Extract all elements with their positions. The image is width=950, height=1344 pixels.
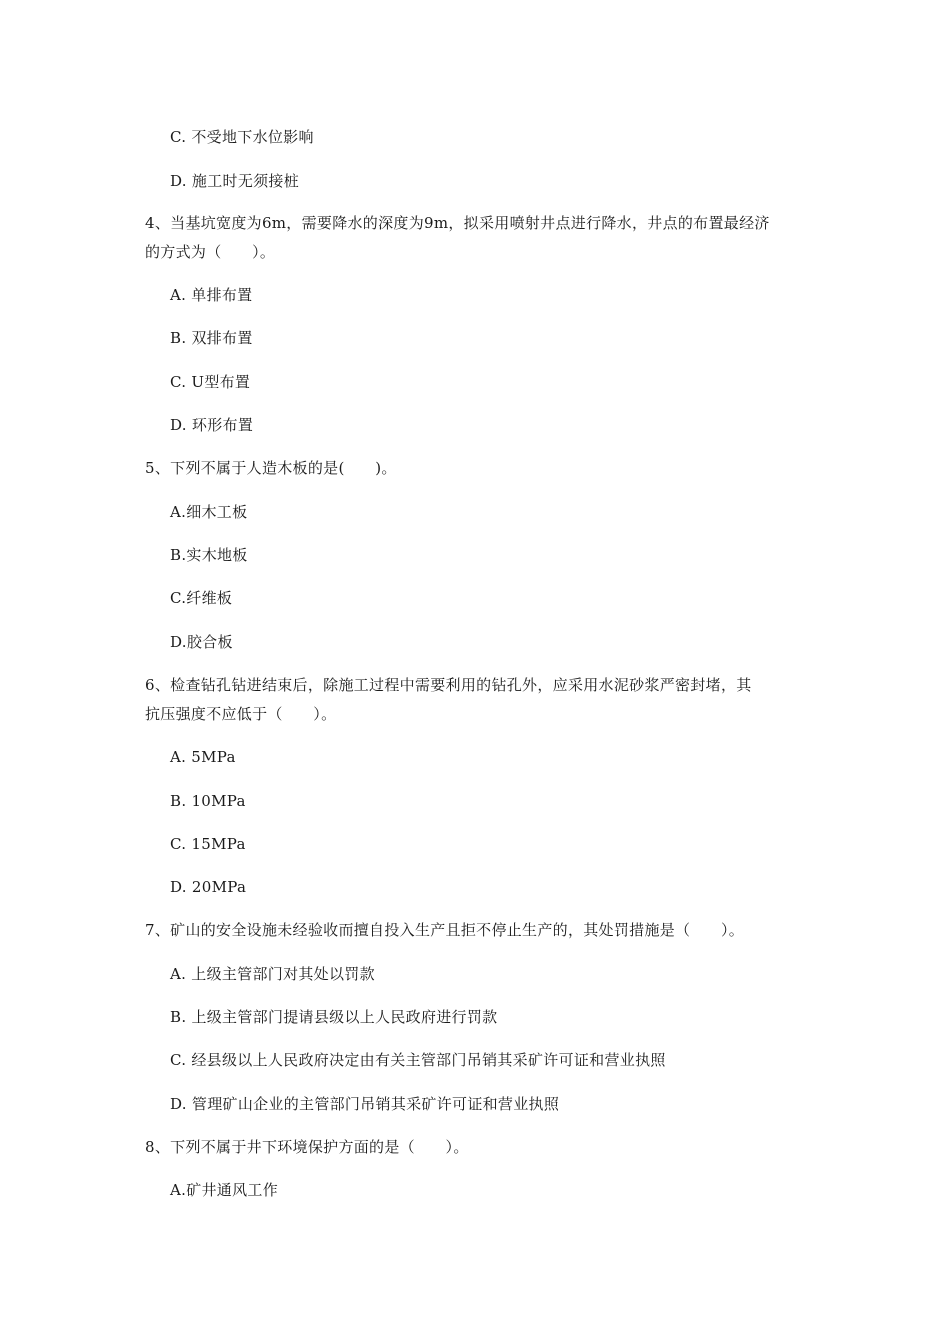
q5-option-d: D.胶合板 bbox=[170, 633, 233, 651]
q4-option-d: D. 环形布置 bbox=[170, 416, 254, 434]
q4-option-b: B. 双排布置 bbox=[170, 329, 253, 347]
q5-option-b: B.实木地板 bbox=[170, 546, 248, 564]
q6-stem-line-1: 6、检查钻孔钻进结束后，除施工过程中需要利用的钻孔外，应采用水泥砂浆严密封堵，其 bbox=[145, 676, 752, 694]
q6-option-a: A. 5MPa bbox=[170, 748, 236, 766]
q5-option-a: A.细木工板 bbox=[170, 503, 248, 521]
q7-option-a: A. 上级主管部门对其处以罚款 bbox=[170, 965, 375, 983]
q4-option-a: A. 单排布置 bbox=[170, 286, 253, 304]
q7-option-c: C. 经县级以上人民政府决定由有关主管部门吊销其采矿许可证和营业执照 bbox=[170, 1051, 666, 1069]
q5-stem: 5、下列不属于人造木板的是( )。 bbox=[145, 459, 397, 477]
q6-stem-line-2: 抗压强度不应低于（ ）。 bbox=[145, 705, 337, 723]
q5-option-c: C.纤维板 bbox=[170, 589, 233, 607]
q6-option-c: C. 15MPa bbox=[170, 835, 246, 853]
q7-option-d: D. 管理矿山企业的主管部门吊销其采矿许可证和营业执照 bbox=[170, 1095, 560, 1113]
q7-stem: 7、矿山的安全设施未经验收而擅自投入生产且拒不停止生产的，其处罚措施是（ ）。 bbox=[145, 921, 745, 939]
q4-stem-line-2: 的方式为（ ）。 bbox=[145, 243, 276, 261]
q8-stem: 8、下列不属于井下环境保护方面的是（ ）。 bbox=[145, 1138, 469, 1156]
q6-option-b: B. 10MPa bbox=[170, 792, 246, 810]
q4-option-c: C. U型布置 bbox=[170, 373, 251, 391]
q3-option-c: C. 不受地下水位影响 bbox=[170, 128, 314, 146]
q6-option-d: D. 20MPa bbox=[170, 878, 247, 896]
q3-option-d: D. 施工时无须接桩 bbox=[170, 172, 300, 190]
q8-option-a: A.矿井通风工作 bbox=[170, 1181, 279, 1199]
q7-option-b: B. 上级主管部门提请县级以上人民政府进行罚款 bbox=[170, 1008, 498, 1026]
q4-stem-line-1: 4、当基坑宽度为6m，需要降水的深度为9m，拟采用喷射井点进行降水，井点的布置最经济 bbox=[145, 214, 770, 232]
